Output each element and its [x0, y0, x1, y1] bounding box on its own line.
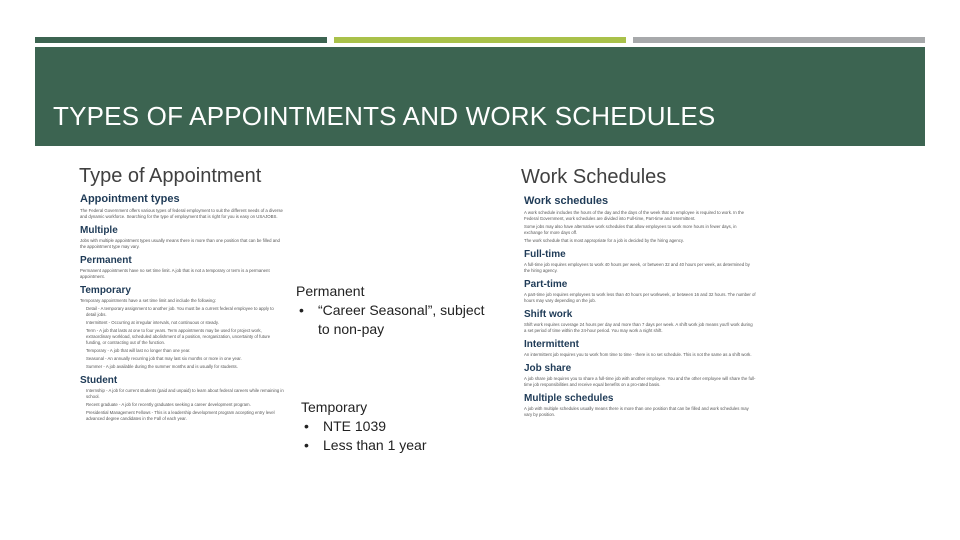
doc-intro: The work schedule that is most appropriate for a job is decided by the hiring agency.: [524, 238, 684, 243]
doc-intro: The Federal Government offers various types of federal employment to suit the different needs of a diverse and dynamic workforce. Searching for the type of employment that is right for you is easy on USAJOBS.: [80, 208, 283, 219]
bullet-item: • Less than 1 year: [301, 436, 501, 455]
section-heading: Full-time: [524, 249, 566, 260]
section-heading: Permanent: [80, 255, 132, 266]
list-item: • Intermittent - Occurring at irregular intervals, not continuous or steady.: [86, 320, 285, 326]
section-text: Jobs with multiple appointment types usually means there is more than one position that can be filled and the appointment type may vary.: [80, 238, 280, 249]
list-item: • Detail - A temporary assignment to another job. You must be a current federal employee to apply to detail jobs.: [86, 306, 285, 318]
work-schedules-document: [524, 195, 756, 535]
permanent-bullets: [296, 301, 496, 339]
doc-title: Appointment types: [80, 193, 180, 205]
section-text: Temporary appointments have a set time limit and include the following:: [80, 298, 216, 303]
accent-bar-dark: [35, 37, 327, 43]
section-text: Permanent appointments have no set time limit. A job that is not a temporary or term is a permanent appointment.: [80, 268, 270, 279]
doc-intro: Some jobs may also have alternative work schedules that allow employees to work more hours in fewer days, in exchange for more days off.: [524, 224, 737, 235]
temporary-list: [80, 306, 285, 370]
list-item: • Temporary - A job that will last no longer than one year.: [86, 348, 285, 354]
section-heading: Part-time: [524, 279, 568, 290]
bullet-item: • NTE 1039: [301, 417, 501, 436]
title-banner: [35, 47, 925, 146]
list-item: • Recent graduate - A job for recently graduates seeking a career development program.: [86, 402, 285, 408]
section-text: An intermittent job requires you to work from time to time - there is no set schedule. This is not the same as a shift work.: [524, 352, 752, 357]
list-item: • Term - A job that lasts at one to four years. Term appointments may be used for project work, extraordinary workload, scheduled abolishment of a position, reorganization, uncertainty of future funding, or contracting out of the function.: [86, 328, 285, 346]
work-schedules-heading: Work Schedules: [521, 166, 667, 188]
section-heading: Student: [80, 375, 118, 386]
doc-title: Work schedules: [524, 195, 609, 207]
permanent-callout: [296, 282, 496, 339]
accent-bar-green: [334, 37, 626, 43]
doc-intro: A work schedule includes the hours of the day and the days of the week that an employee is required to work. In the Federal Government, work schedules are divided into Full-time, Part-time and Intermittent.: [524, 210, 744, 221]
section-text: A full-time job requires employees to work 40 hours per week, or between 32 and 40 hours per week, as determined by the hiring agency.: [524, 262, 750, 273]
section-heading: Temporary: [80, 285, 131, 296]
list-item: • Internship - A job for current students (paid and unpaid) to learn about federal careers while remaining in school.: [86, 388, 285, 400]
list-item: • Summer - A job available during the summer months and is usually for students.: [86, 364, 285, 370]
section-text: Shift work requires coverage 24 hours per day and more than 7 days per week. A shift work job means you'll work during a set period of time within the 24-hour period. You may work a night shift.: [524, 322, 753, 333]
accent-bar-gray: [633, 37, 925, 43]
section-heading: Multiple schedules: [524, 393, 614, 404]
section-text: A part-time job requires employees to work less than 40 hours per workweek, or between 16 and 32 hours. The number of hours may vary depending on the job.: [524, 292, 756, 303]
list-item: • Presidential Management Fellows - This is a leadership development program accepting entry level advanced degree candidates in the Fall of each year.: [86, 410, 285, 422]
section-heading: Job share: [524, 363, 572, 374]
appointment-types-document: [80, 193, 285, 538]
section-heading: Intermittent: [524, 339, 579, 350]
section-heading: Shift work: [524, 309, 573, 320]
section-heading: Multiple: [80, 225, 118, 236]
permanent-title: Permanent: [296, 283, 365, 299]
temporary-title: Temporary: [301, 399, 368, 415]
type-of-appointment-heading: Type of Appointment: [79, 165, 262, 187]
temporary-bullets: [301, 417, 501, 455]
section-text: A job share job requires you to share a full-time job with another employee. You and the other employee will share the full-time job responsibilities and receive equal benefits on a pro-rated basis.: [524, 376, 756, 387]
section-text: A job with multiple schedules usually means there is more than one position that can be filled and work schedules may vary by position.: [524, 406, 749, 417]
temporary-callout: [301, 398, 501, 455]
slide-title: TYPES OF APPOINTMENTS AND WORK SCHEDULES: [53, 101, 716, 131]
bullet-item: • “Career Seasonal”, subject to non-pay: [296, 301, 496, 339]
student-list: [80, 388, 285, 422]
list-item: • Seasonal - An annually recurring job that may last six months or more in one year.: [86, 356, 285, 362]
